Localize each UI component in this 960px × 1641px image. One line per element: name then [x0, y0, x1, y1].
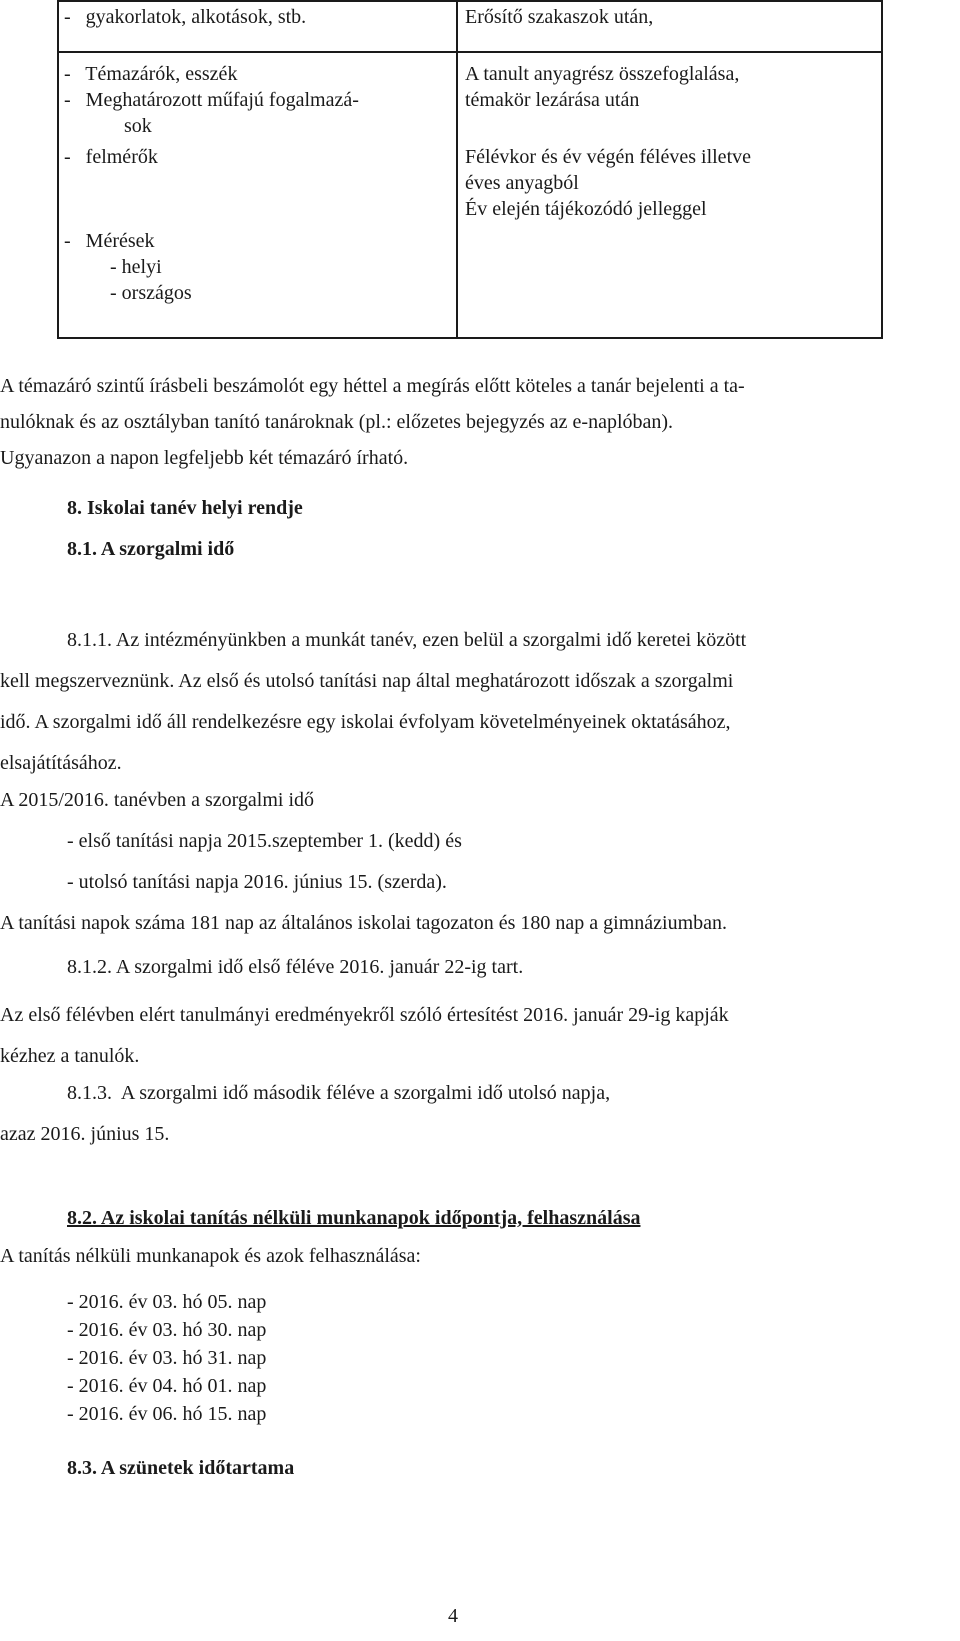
teaching-days-count: A tanítási napok száma 181 nap az általános iskolai tagozaton és 180 nap a gimnáziumban. [0, 912, 728, 934]
section-heading-8-3: 8.3. A szünetek időtartama [67, 1457, 295, 1479]
paragraph-8-1-3: 8.1.3. A szorgalmi idő második féléve a szorgalmi idő utolsó napja, [67, 1082, 611, 1104]
exam-announcement-paragraph: A témazáró szintű írásbeli beszámolót egy héttel a megírás előtt köteles a tanár bejelenti a ta- nulóknak és az osztályban tanító tanároknak (pl.: előzetes bejegyzés az e-naplóban). Ugyanazon a napon legfeljebb két témazáró írható. [0, 375, 745, 469]
paragraph-8-1-1: 8.1.1. Az intézményünkben a munkát tanév, ezen belül a szorgalmi idő keretei között kell megszerveznünk. Az első és utolsó tanítási nap által meghatározott időszak a szorgalmi idő. A szorgalmi idő áll rendelkezésre egy iskolai évfolyam követelményeinek oktatásához, elsajátításához. [0, 629, 747, 774]
table-cell-timing: A tanult anyagrész összefoglalása, témakör lezárása után [465, 63, 740, 111]
table-cell-timing: Félévkor és év végén féléves illetve éves anyagból Év elején tájékozódó jelleggel [465, 146, 751, 220]
table-row-divider [57, 51, 883, 53]
last-teaching-day: - utolsó tanítási napja 2016. június 15. (szerda). [67, 871, 447, 893]
page-number: 4 [448, 1605, 458, 1627]
table-bottom-border [57, 337, 883, 339]
table-cell-activity: - Mérések - helyi - országos [64, 230, 192, 304]
section-heading-8-2: 8.2. Az iskolai tanítás nélküli munkanapok időpontja, felhasználása [67, 1207, 641, 1229]
section-heading-8: 8. Iskolai tanév helyi rendje [67, 497, 303, 519]
table-cell-timing: Erősítő szakaszok után, [465, 6, 654, 28]
list-item: - 2016. év 03. hó 31. nap [67, 1347, 267, 1369]
table-right-border [881, 0, 883, 339]
section-heading-8-1: 8.1. A szorgalmi idő [67, 538, 235, 560]
report-card-paragraph: Az első félévben elért tanulmányi eredményekről szóló értesítést 2016. január 29-ig kapják kézhez a tanulók. [0, 1004, 729, 1067]
list-item: - 2016. év 03. hó 05. nap [67, 1291, 267, 1313]
table-cell-activity: - Témazárók, esszék - Meghatározott műfajú fogalmazá- sok [64, 63, 359, 137]
table-left-border [57, 0, 59, 339]
table-middle-border [456, 0, 458, 339]
list-item: - 2016. év 03. hó 30. nap [67, 1319, 267, 1341]
paragraph-8-1-2: 8.1.2. A szorgalmi idő első féléve 2016. január 22-ig tart. [67, 956, 524, 978]
list-item: - 2016. év 04. hó 01. nap [67, 1375, 267, 1397]
first-teaching-day: - első tanítási napja 2015.szeptember 1. (kedd) és [67, 830, 462, 852]
school-year-line: A 2015/2016. tanévben a szorgalmi idő [0, 789, 315, 811]
workdays-list [67, 1288, 266, 1428]
paragraph-8-1-3-continued: azaz 2016. június 15. [0, 1123, 170, 1145]
workdays-intro: A tanítás nélküli munkanapok és azok felhasználása: [0, 1245, 421, 1267]
list-item: - 2016. év 06. hó 15. nap [67, 1403, 267, 1425]
table-top-border [57, 0, 883, 2]
table-cell-activity: - gyakorlatok, alkotások, stb. [64, 6, 307, 28]
table-cell-activity: - felmérők [64, 146, 158, 168]
